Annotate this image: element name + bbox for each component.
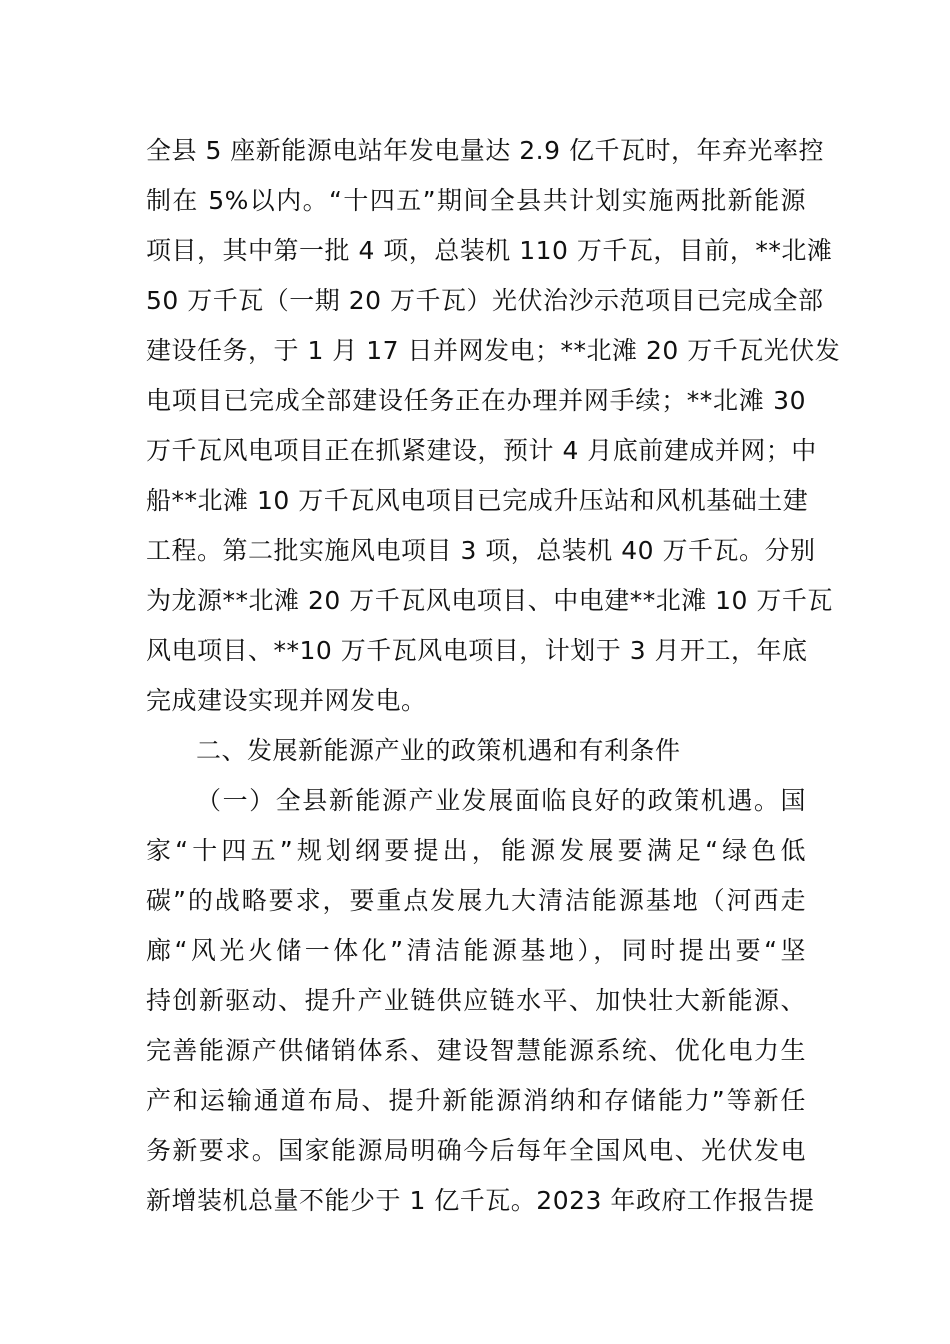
paragraph-line: 建设任务，于 1 月 17 日并网发电；**北滩 20 万千瓦光伏发 <box>146 336 841 365</box>
paragraph-line: 新增装机总量不能少于 1 亿千瓦。2023 年政府工作报告提 <box>146 1186 815 1215</box>
paragraph-line: 完善能源产供储销体系、建设智慧能源系统、优化电力生 <box>146 1036 806 1065</box>
paragraph-line: 为龙源**北滩 20 万千瓦风电项目、中电建**北滩 10 万千瓦 <box>146 586 833 615</box>
paragraph-line: 持创新驱动、提升产业链供应链水平、加快壮大新能源、 <box>146 986 806 1015</box>
paragraph-line: 工程。第二批实施风电项目 3 项，总装机 40 万千瓦。分别 <box>146 536 816 565</box>
paragraph-line: 项目，其中第一批 4 项，总装机 110 万千瓦，目前，**北滩 <box>146 236 833 265</box>
paragraph-line: 船**北滩 10 万千瓦风电项目已完成升压站和风机基础土建 <box>146 486 809 515</box>
paragraph-line: 电项目已完成全部建设任务正在办理并网手续；**北滩 30 <box>146 386 806 415</box>
paragraph-line: 完成建设实现并网发电。 <box>146 686 427 715</box>
paragraph-line: 风电项目、**10 万千瓦风电项目，计划于 3 月开工，年底 <box>146 636 808 665</box>
paragraph-line: 产和运输通道布局、提升新能源消纳和存储能力”等新任 <box>146 1086 806 1115</box>
paragraph-line: 家“十四五”规划纲要提出，能源发展要满足“绿色低 <box>146 836 806 865</box>
section-heading: 二、发展新能源产业的政策机遇和有利条件 <box>196 736 681 765</box>
paragraph-line: 50 万千瓦（一期 20 万千瓦）光伏治沙示范项目已完成全部 <box>146 286 824 315</box>
paragraph-line: 务新要求。国家能源局明确今后每年全国风电、光伏发电 <box>146 1136 806 1165</box>
paragraph-line: 碳”的战略要求，要重点发展九大清洁能源基地（河西走 <box>146 886 806 915</box>
subsection-heading-line: （一）全县新能源产业发展面临良好的政策机遇。国 <box>196 786 806 815</box>
paragraph-line: 制在 5%以内。“十四五”期间全县共计划实施两批新能源 <box>146 186 806 215</box>
paragraph-line: 廊“风光火储一体化”清洁能源基地），同时提出要“坚 <box>146 936 806 965</box>
paragraph-line: 万千瓦风电项目正在抓紧建设，预计 4 月底前建成并网；中 <box>146 436 817 465</box>
paragraph-line: 全县 5 座新能源电站年发电量达 2.9 亿千瓦时，年弃光率控 <box>146 136 824 165</box>
